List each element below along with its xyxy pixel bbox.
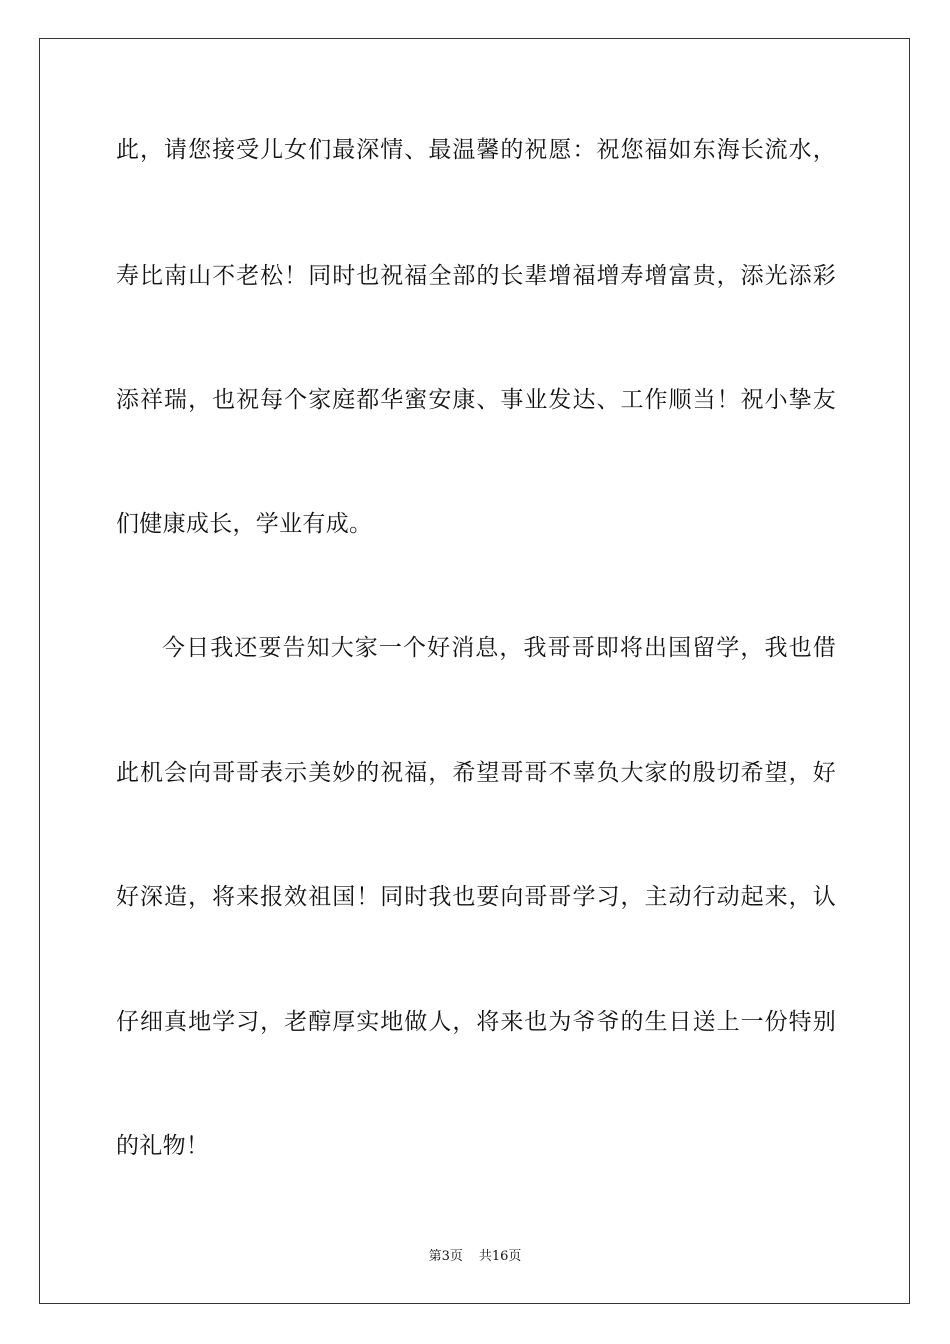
text-line-9: 的礼物！: [116, 1133, 210, 1159]
page-border: [39, 38, 910, 1304]
text-line-5-indented: 今日我还要告知大家一个好消息，我哥哥即将出国留学，我也借: [162, 635, 836, 661]
page-number: 第3页: [428, 1249, 463, 1264]
text-line-3: 添祥瑞，也祝每个家庭都华蜜安康、事业发达、工作顺当！祝小挚友: [116, 387, 836, 413]
text-line-1: 此，请您接受儿女们最深情、最温馨的祝愿：祝您福如东海长流水，: [116, 137, 836, 163]
page-footer: [0, 1248, 950, 1266]
page-total: 共16页: [478, 1249, 522, 1264]
text-line-4: 们健康成长，学业有成。: [116, 511, 373, 537]
text-line-2: 寿比南山不老松！同时也祝福全部的长辈增福增寿增富贵，添光添彩: [116, 263, 836, 289]
text-line-6: 此机会向哥哥表示美妙的祝福，希望哥哥不辜负大家的殷切希望，好: [116, 760, 836, 786]
text-line-7: 好深造，将来报效祖国！同时我也要向哥哥学习，主动行动起来，认: [116, 884, 836, 910]
text-line-8: 仔细真地学习，老醇厚实地做人，将来也为爷爷的生日送上一份特别: [116, 1009, 836, 1035]
